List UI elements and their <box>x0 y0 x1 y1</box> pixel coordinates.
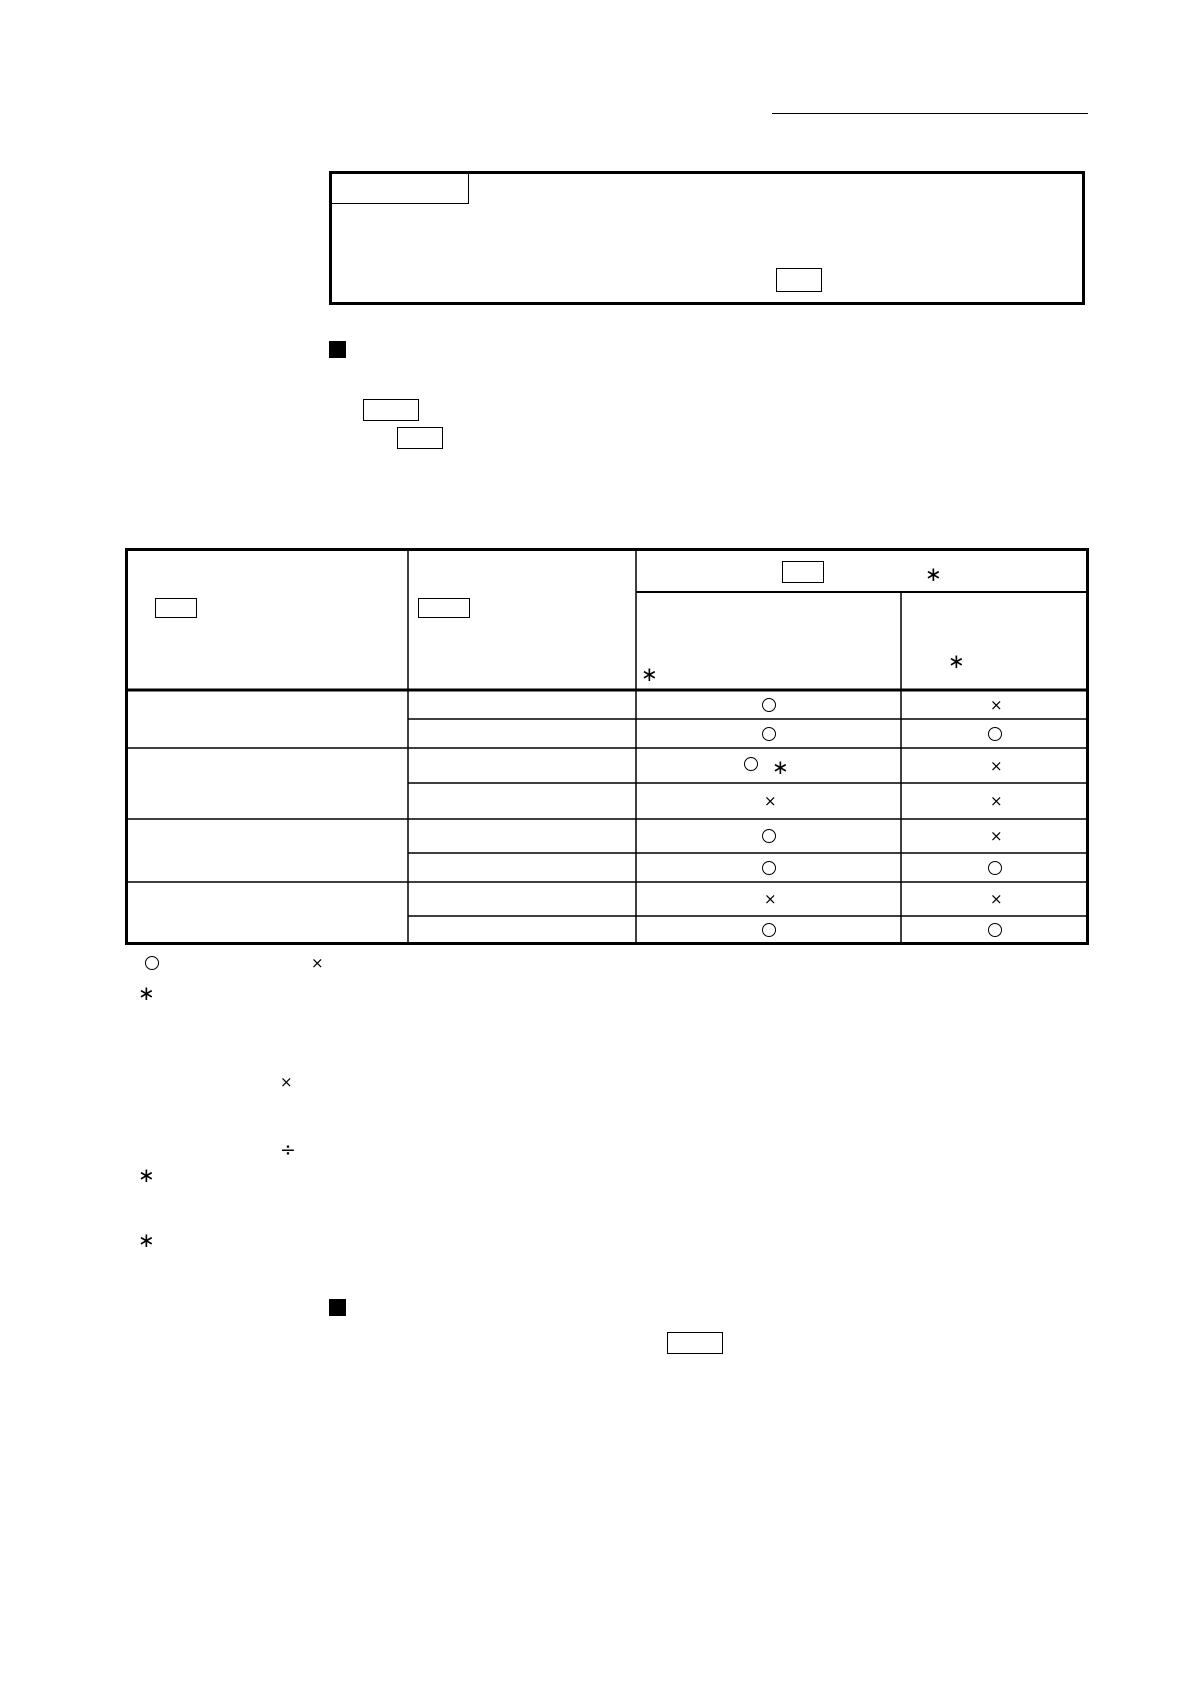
multiply-sign: × <box>280 1073 293 1091</box>
circle-icon <box>762 923 776 937</box>
cross-icon: × <box>764 792 777 810</box>
circle-icon <box>762 698 776 712</box>
legend-cross-icon: × <box>311 954 324 972</box>
circle-icon <box>762 829 776 843</box>
restriction-note-key-box <box>776 268 822 292</box>
function-compatibility-table <box>125 548 1089 945</box>
footnote-marker: ∗ <box>138 1163 155 1187</box>
reference-key-box <box>397 427 443 449</box>
cross-icon: × <box>990 757 1003 775</box>
header-key-box <box>782 561 824 583</box>
circle-icon <box>744 757 758 771</box>
cross-icon: × <box>990 890 1003 908</box>
section-bullet-icon <box>329 341 346 358</box>
cross-icon: × <box>990 696 1003 714</box>
footnote-marker: ∗ <box>948 649 965 673</box>
legend-circle-icon <box>145 956 159 970</box>
circle-icon <box>988 861 1002 875</box>
header-rule <box>772 113 1088 114</box>
circle-icon <box>988 923 1002 937</box>
header-key-box <box>155 598 197 618</box>
footnote-marker: ∗ <box>641 662 658 686</box>
footnote-marker: ∗ <box>772 755 789 779</box>
reference-key-box <box>667 1332 723 1354</box>
circle-icon <box>988 727 1002 741</box>
reference-key-box <box>363 399 419 421</box>
circle-icon <box>762 861 776 875</box>
cross-icon: × <box>990 792 1003 810</box>
footnote-marker: ∗ <box>138 1228 155 1252</box>
cross-icon: × <box>764 890 777 908</box>
divide-sign: ÷ <box>280 1139 296 1161</box>
circle-icon <box>762 727 776 741</box>
table-grid <box>125 548 1089 945</box>
restriction-note-label-tab <box>329 171 469 204</box>
section-bullet-icon <box>329 1299 346 1316</box>
footnote-marker: ∗ <box>138 981 155 1005</box>
footnote-marker: ∗ <box>925 562 942 586</box>
header-key-box <box>418 598 470 618</box>
cross-icon: × <box>990 827 1003 845</box>
